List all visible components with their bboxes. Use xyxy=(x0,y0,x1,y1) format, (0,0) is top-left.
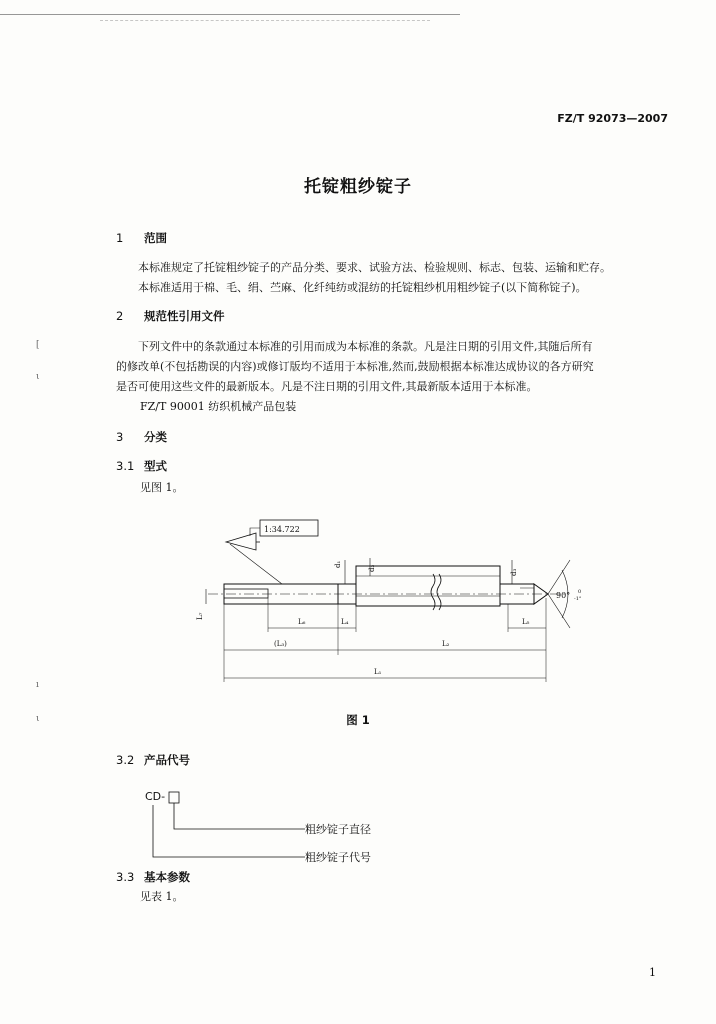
dim-label-L3: (L₃) xyxy=(274,640,287,648)
page-number: 1 xyxy=(649,966,656,979)
section-number: 2 xyxy=(116,309,124,323)
paragraph-line: 是否可使用这些文件的最新版本。凡是不注日期的引用文件,其最新版本适用于本标准。 xyxy=(116,380,538,393)
figure-caption: 图 1 xyxy=(346,713,370,727)
page-title: 托锭粗纱锭子 xyxy=(304,177,412,197)
section-title: 范围 xyxy=(144,231,167,245)
section-number: 3 xyxy=(116,430,124,444)
taper-ratio-label: 1:34.722 xyxy=(264,525,300,534)
paragraph: 本标准规定了托锭粗纱锭子的产品分类、要求、试验方法、检验规则、标志、包装、运输和贮存。 xyxy=(138,261,611,274)
break-mark xyxy=(431,574,435,610)
leader-line xyxy=(250,528,260,536)
spindle-drawing xyxy=(190,510,590,695)
section-title: 型式 xyxy=(144,459,167,473)
scan-mark: ι xyxy=(36,714,40,724)
code-placeholder-box xyxy=(169,792,179,803)
section-number: 3.2 xyxy=(116,753,135,767)
section-title: 基本参数 xyxy=(144,870,190,884)
dim-label-L4: L₄ xyxy=(341,618,349,626)
angle-tolerance-lower: -1° xyxy=(574,596,582,602)
dim-label-L1: L₁ xyxy=(374,668,382,676)
paragraph-line: 下列文件中的条款通过本标准的引用而成为本标准的条款。凡是注日期的引用文件,其随后所有 xyxy=(138,340,593,353)
code-leader-code xyxy=(153,805,305,857)
dim-label-d3: d₃ xyxy=(510,568,518,576)
section-heading-3-3 xyxy=(116,869,190,885)
scan-mark: ι xyxy=(36,372,40,382)
section-heading-3-2 xyxy=(116,752,190,768)
product-code-diagram xyxy=(145,790,315,865)
paragraph: 本标准适用于棉、毛、绢、苎麻、化纤纯纺或混纺的托锭粗纱机用粗纱锭子(以下简称锭子)。 xyxy=(138,281,587,294)
section-heading-1 xyxy=(116,230,167,246)
standard-code: FZ/T 92073—2007 xyxy=(557,112,668,125)
code-label-code: 粗纱锭子代号 xyxy=(305,851,371,864)
dim-label-L6: L₆ xyxy=(298,618,306,626)
section-heading-2 xyxy=(116,308,225,324)
scan-artifact-line xyxy=(100,20,430,21)
normative-reference: FZ/T 90001 纺织机械产品包装 xyxy=(140,400,297,413)
code-leader-diameter xyxy=(174,803,305,829)
section-title: 规范性引用文件 xyxy=(144,309,225,323)
dim-label-L2: L₂ xyxy=(442,640,450,648)
code-prefix: CD- xyxy=(145,790,166,803)
scan-artifact-line xyxy=(0,14,460,15)
break-mark xyxy=(437,574,441,610)
dim-label-d1: d₁ xyxy=(334,560,342,568)
taper-symbol xyxy=(226,533,256,550)
dim-label-L5: L₅ xyxy=(522,618,530,626)
dim-label-L7: L₇ xyxy=(196,612,204,620)
angle-tolerance-upper: 0 xyxy=(578,589,582,595)
dim-label-d2: d₂ xyxy=(368,564,376,572)
paragraph: 见图 1。 xyxy=(140,481,184,494)
section-number: 3.1 xyxy=(116,459,135,473)
scan-mark: ı xyxy=(36,680,39,690)
angle-label: 90° xyxy=(556,591,571,600)
code-label-diameter: 粗纱锭子直径 xyxy=(305,823,371,836)
section-number: 3.3 xyxy=(116,870,135,884)
section-title: 产品代号 xyxy=(144,753,190,767)
angle-line xyxy=(548,560,570,594)
paragraph: 见表 1。 xyxy=(140,890,184,903)
paragraph-line: 的修改单(不包括勘误的内容)或修订版均不适用于本标准,然而,鼓励根据本标准达成协议的各方研究 xyxy=(116,360,594,373)
section-title: 分类 xyxy=(144,430,167,444)
section-heading-3-1 xyxy=(116,458,167,474)
section-heading-3 xyxy=(116,429,167,445)
spindle-bore xyxy=(224,589,268,598)
spindle-body xyxy=(356,566,500,606)
scan-mark: [ xyxy=(36,340,40,350)
section-number: 1 xyxy=(116,231,124,245)
